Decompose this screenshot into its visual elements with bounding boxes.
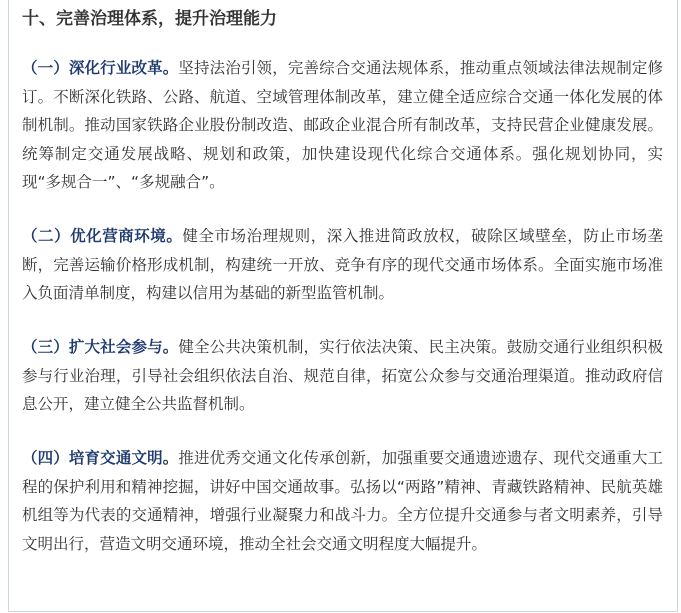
section-business-environment <box>22 222 663 308</box>
section-deepen-reform <box>22 54 663 197</box>
section-body: 健全市场治理规则，深入推进简政放权，破除区域壁垒，防止市场垄断，完善运输价格形成机制，构建统一开放、竞争有序的现代交通市场体系。全面实施市场准入负面清单制度，构建以信用为基础的新型监管机制。 <box>22 227 663 302</box>
section-heading: （二）优化营商环境。 <box>22 227 183 245</box>
section-transport-civility <box>22 444 663 558</box>
section-heading: （三）扩大社会参与。 <box>22 338 179 356</box>
section-heading: （四）培育交通文明。 <box>22 449 179 467</box>
section-body: 健全公共决策机制，实行依法决策、民主决策。鼓励交通行业组织积极参与行业治理，引导社会组织依法自治、规范自律，拓宽公众参与交通治理渠道。推动政府信息公开，建立健全公共监督机制。 <box>22 338 663 413</box>
section-heading: （一）深化行业改革。 <box>22 59 179 77</box>
page-title: 十、完善治理体系，提升治理能力 <box>22 9 277 29</box>
section-body: 推进优秀交通文化传承创新，加强重要交通遗迹遗存、现代交通重大工程的保护利用和精神挖掘，讲好中国交通故事。弘扬以“两路”精神、青藏铁路精神、民航英雄机组等为代表的交通精神，增强行业凝聚力和战斗力。全方位提升交通参与者文明素养，引导文明出行，营造文明交通环境，推动全社会交通文明程度大幅提升。 <box>22 449 663 553</box>
section-body: 坚持法治引领，完善综合交通法规体系，推动重点领域法律法规制定修订。不断深化铁路、公路、航道、空域管理体制改革，建立健全适应综合交通一体化发展的体制机制。推动国家铁路企业股份制改造、邮政企业混合所有制改革，支持民营企业健康发展。统筹制定交通发展战略、规划和政策，加快建设现代化综合交通体系。强化规划协同，实现“多规合一”、“多规融合”。 <box>22 59 663 191</box>
section-social-participation <box>22 333 663 419</box>
